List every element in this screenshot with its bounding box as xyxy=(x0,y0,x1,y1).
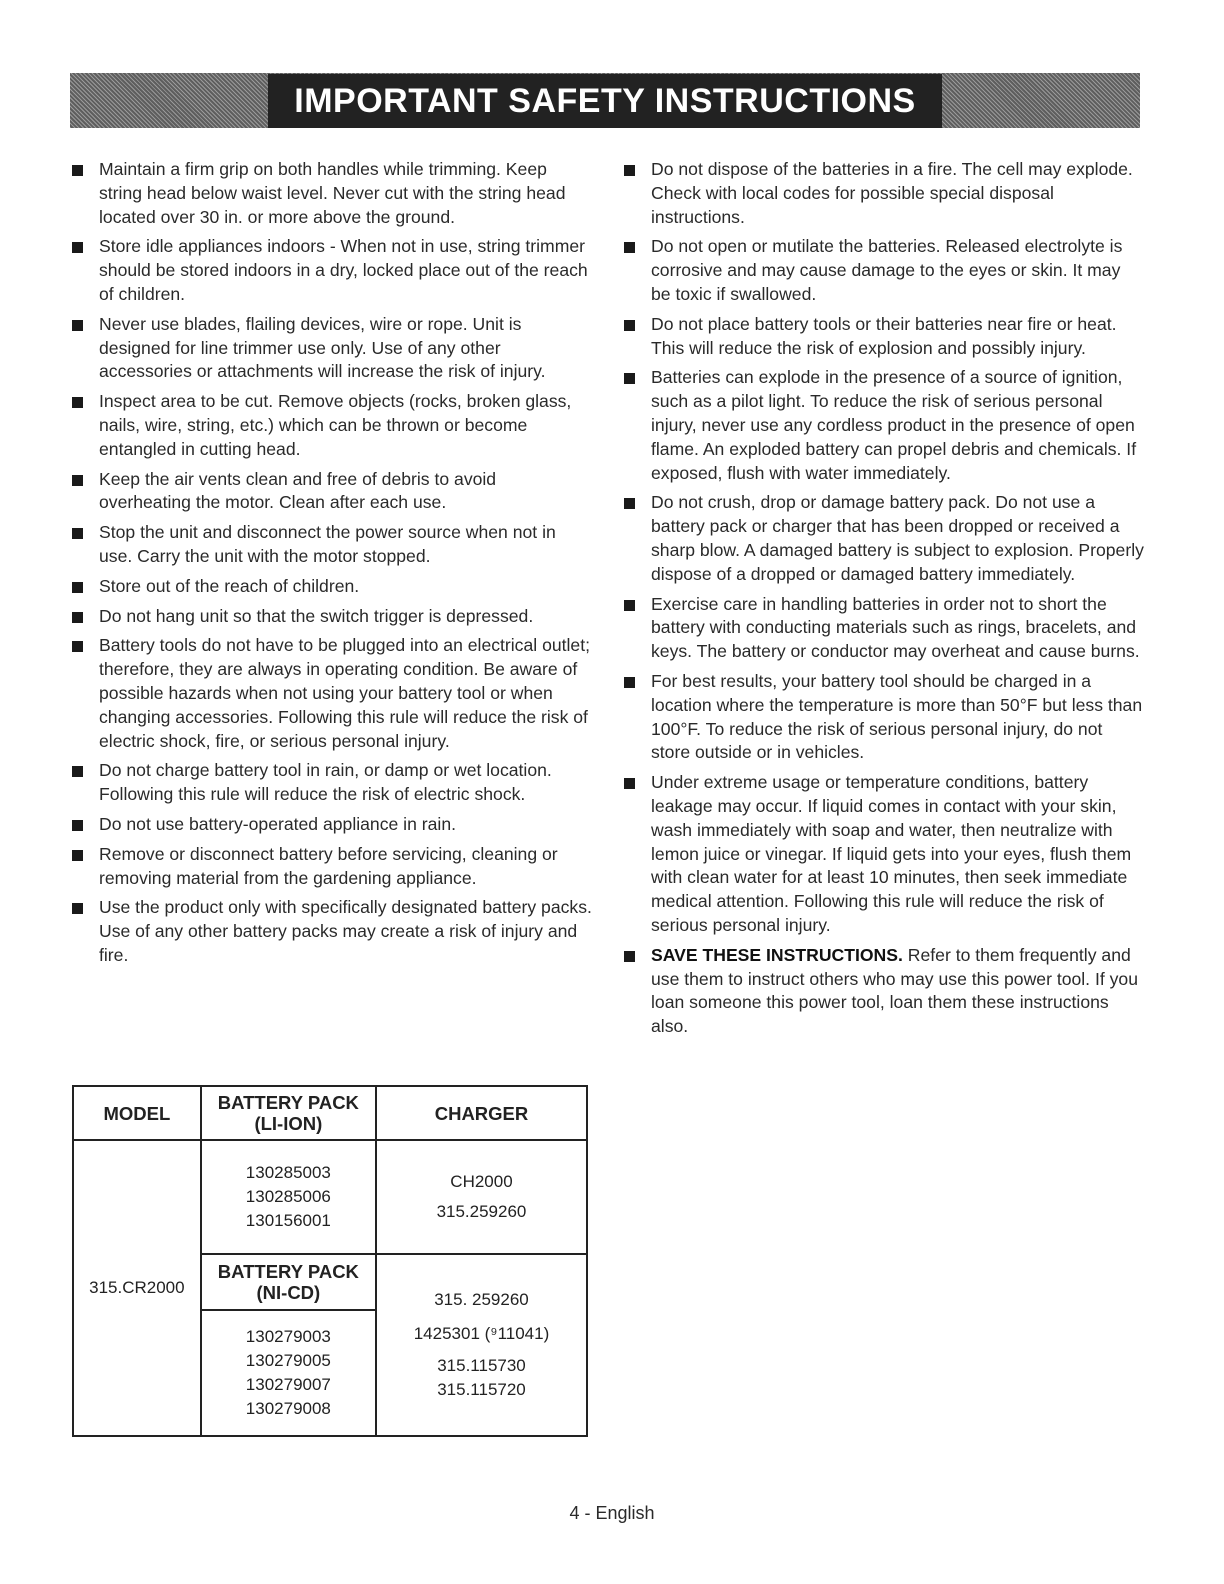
square-bullet-icon xyxy=(624,242,635,253)
square-bullet-icon xyxy=(72,820,83,831)
list-item: Never use blades, flailing devices, wire or rope. Unit is designed for line trimmer use only. Use of any other accessories or attachments will increase the risk of injury. xyxy=(72,313,592,384)
list-item: Exercise care in handling batteries in order not to short the battery with conducting materials such as rings, bracelets, and keys. The battery or conductor may overheat and cause burns. xyxy=(624,593,1144,664)
list-item: Batteries can explode in the presence of a source of ignition, such as a pilot light. To reduce the risk of serious personal injury, never use any cordless product in the presence of open flame. An exploded battery can propel debris and chemicals. If exposed, flush with water immediately. xyxy=(624,366,1144,485)
square-bullet-icon xyxy=(72,242,83,253)
model-cell: 315.CR2000 xyxy=(73,1140,201,1436)
list-item: Under extreme usage or temperature conditions, battery leakage may occur. If liquid comes in contact with your skin, wash immediately with soap and water, then neutralize with lemon juice or vinegar. If liquid gets into your eyes, flush them with clean water for at least 10 minutes, then seek immediate medical attention. Following this rule will reduce the risk of serious personal injury. xyxy=(624,771,1144,938)
square-bullet-icon xyxy=(72,641,83,652)
list-item: Do not crush, drop or damage battery pack. Do not use a battery pack or charger that has been dropped or received a sharp blow. A damaged battery is subject to explosion. Properly dispose of a dropped or damaged battery immediately. xyxy=(624,491,1144,586)
liion-chargers-cell: CH2000 315.259260 xyxy=(376,1140,587,1254)
square-bullet-icon xyxy=(624,373,635,384)
square-bullet-icon xyxy=(72,903,83,914)
header-banner xyxy=(70,73,1140,128)
list-item: Do not charge battery tool in rain, or damp or wet location. Following this rule will reduce the risk of electric shock. xyxy=(72,759,592,807)
list-item: For best results, your battery tool should be charged in a location where the temperature is more than 50°F but less than 100°F. To reduce the risk of serious personal injury, do not store outside or in vehicles. xyxy=(624,670,1144,765)
right-safety-list xyxy=(624,158,1144,1045)
list-item: Remove or disconnect battery before servicing, cleaning or removing material from the gardening appliance. xyxy=(72,843,592,891)
page-number: 4 - English xyxy=(569,1503,655,1523)
page-title: IMPORTANT SAFETY INSTRUCTIONS xyxy=(268,74,941,128)
square-bullet-icon xyxy=(72,582,83,593)
table-header-battery-nicd: BATTERY PACK (NI-CD) xyxy=(201,1254,376,1310)
list-item: Do not open or mutilate the batteries. Released electrolyte is corrosive and may cause damage to the eyes or skin. It may be toxic if swallowed. xyxy=(624,235,1144,306)
square-bullet-icon xyxy=(624,498,635,509)
list-item: Store idle appliances indoors - When not in use, string trimmer should be stored indoors in a dry, locked place out of the reach of children. xyxy=(72,235,592,306)
square-bullet-icon xyxy=(624,600,635,611)
list-item: Do not place battery tools or their batteries near fire or heat. This will reduce the risk of explosion and possibly injury. xyxy=(624,313,1144,361)
list-item: Battery tools do not have to be plugged into an electrical outlet; therefore, they are always in operating condition. Be aware of possible hazards when not using your battery tool or when changing accessories. Following this rule will reduce the risk of electric shock, fire, or serious personal injury. xyxy=(72,634,592,753)
save-instructions-item: SAVE THESE INSTRUCTIONS. Refer to them frequently and use them to instruct others who may use this power tool. If you loan someone this power tool, loan them these instructions also. xyxy=(624,944,1144,1039)
list-item: Stop the unit and disconnect the power source when not in use. Carry the unit with the motor stopped. xyxy=(72,521,592,569)
save-instructions-heading: SAVE THESE INSTRUCTIONS. xyxy=(651,944,903,965)
table-header-charger: CHARGER xyxy=(376,1086,587,1140)
table-header-battery-liion: BATTERY PACK (LI-ION) xyxy=(201,1086,376,1140)
table-header-model: MODEL xyxy=(73,1086,201,1140)
square-bullet-icon xyxy=(72,320,83,331)
list-item: Do not use battery-operated appliance in rain. xyxy=(72,813,592,837)
square-bullet-icon xyxy=(72,475,83,486)
square-bullet-icon xyxy=(624,951,635,962)
list-item: Keep the air vents clean and free of debris to avoid overheating the motor. Clean after each use. xyxy=(72,468,592,516)
square-bullet-icon xyxy=(72,766,83,777)
list-item: Inspect area to be cut. Remove objects (rocks, broken glass, nails, wire, string, etc.) which can be thrown or become entangled in cutting head. xyxy=(72,390,592,461)
square-bullet-icon xyxy=(72,165,83,176)
left-safety-list xyxy=(72,158,592,974)
nicd-chargers-cell: 315. 259260 1425301 (⁹11041) 315.115730 315.115720 xyxy=(376,1254,587,1436)
model-compatibility-table xyxy=(72,1085,588,1437)
list-item: Use the product only with specifically designated battery packs. Use of any other battery packs may create a risk of injury and fire. xyxy=(72,896,592,967)
square-bullet-icon xyxy=(624,320,635,331)
list-item: Maintain a firm grip on both handles while trimming. Keep string head below waist level. Never cut with the string head located over 30 in. or more above the ground. xyxy=(72,158,592,229)
square-bullet-icon xyxy=(624,165,635,176)
list-item: Do not dispose of the batteries in a fire. The cell may explode. Check with local codes for possible special disposal instructions. xyxy=(624,158,1144,229)
liion-packs-cell: 130285003 130285006 130156001 xyxy=(201,1140,376,1254)
list-item: Do not hang unit so that the switch trigger is depressed. xyxy=(72,605,592,629)
square-bullet-icon xyxy=(72,850,83,861)
square-bullet-icon xyxy=(72,528,83,539)
square-bullet-icon xyxy=(72,612,83,623)
square-bullet-icon xyxy=(624,778,635,789)
list-item: Store out of the reach of children. xyxy=(72,575,592,599)
nicd-packs-cell: 130279003 130279005 130279007 130279008 xyxy=(201,1310,376,1436)
square-bullet-icon xyxy=(624,677,635,688)
square-bullet-icon xyxy=(72,397,83,408)
